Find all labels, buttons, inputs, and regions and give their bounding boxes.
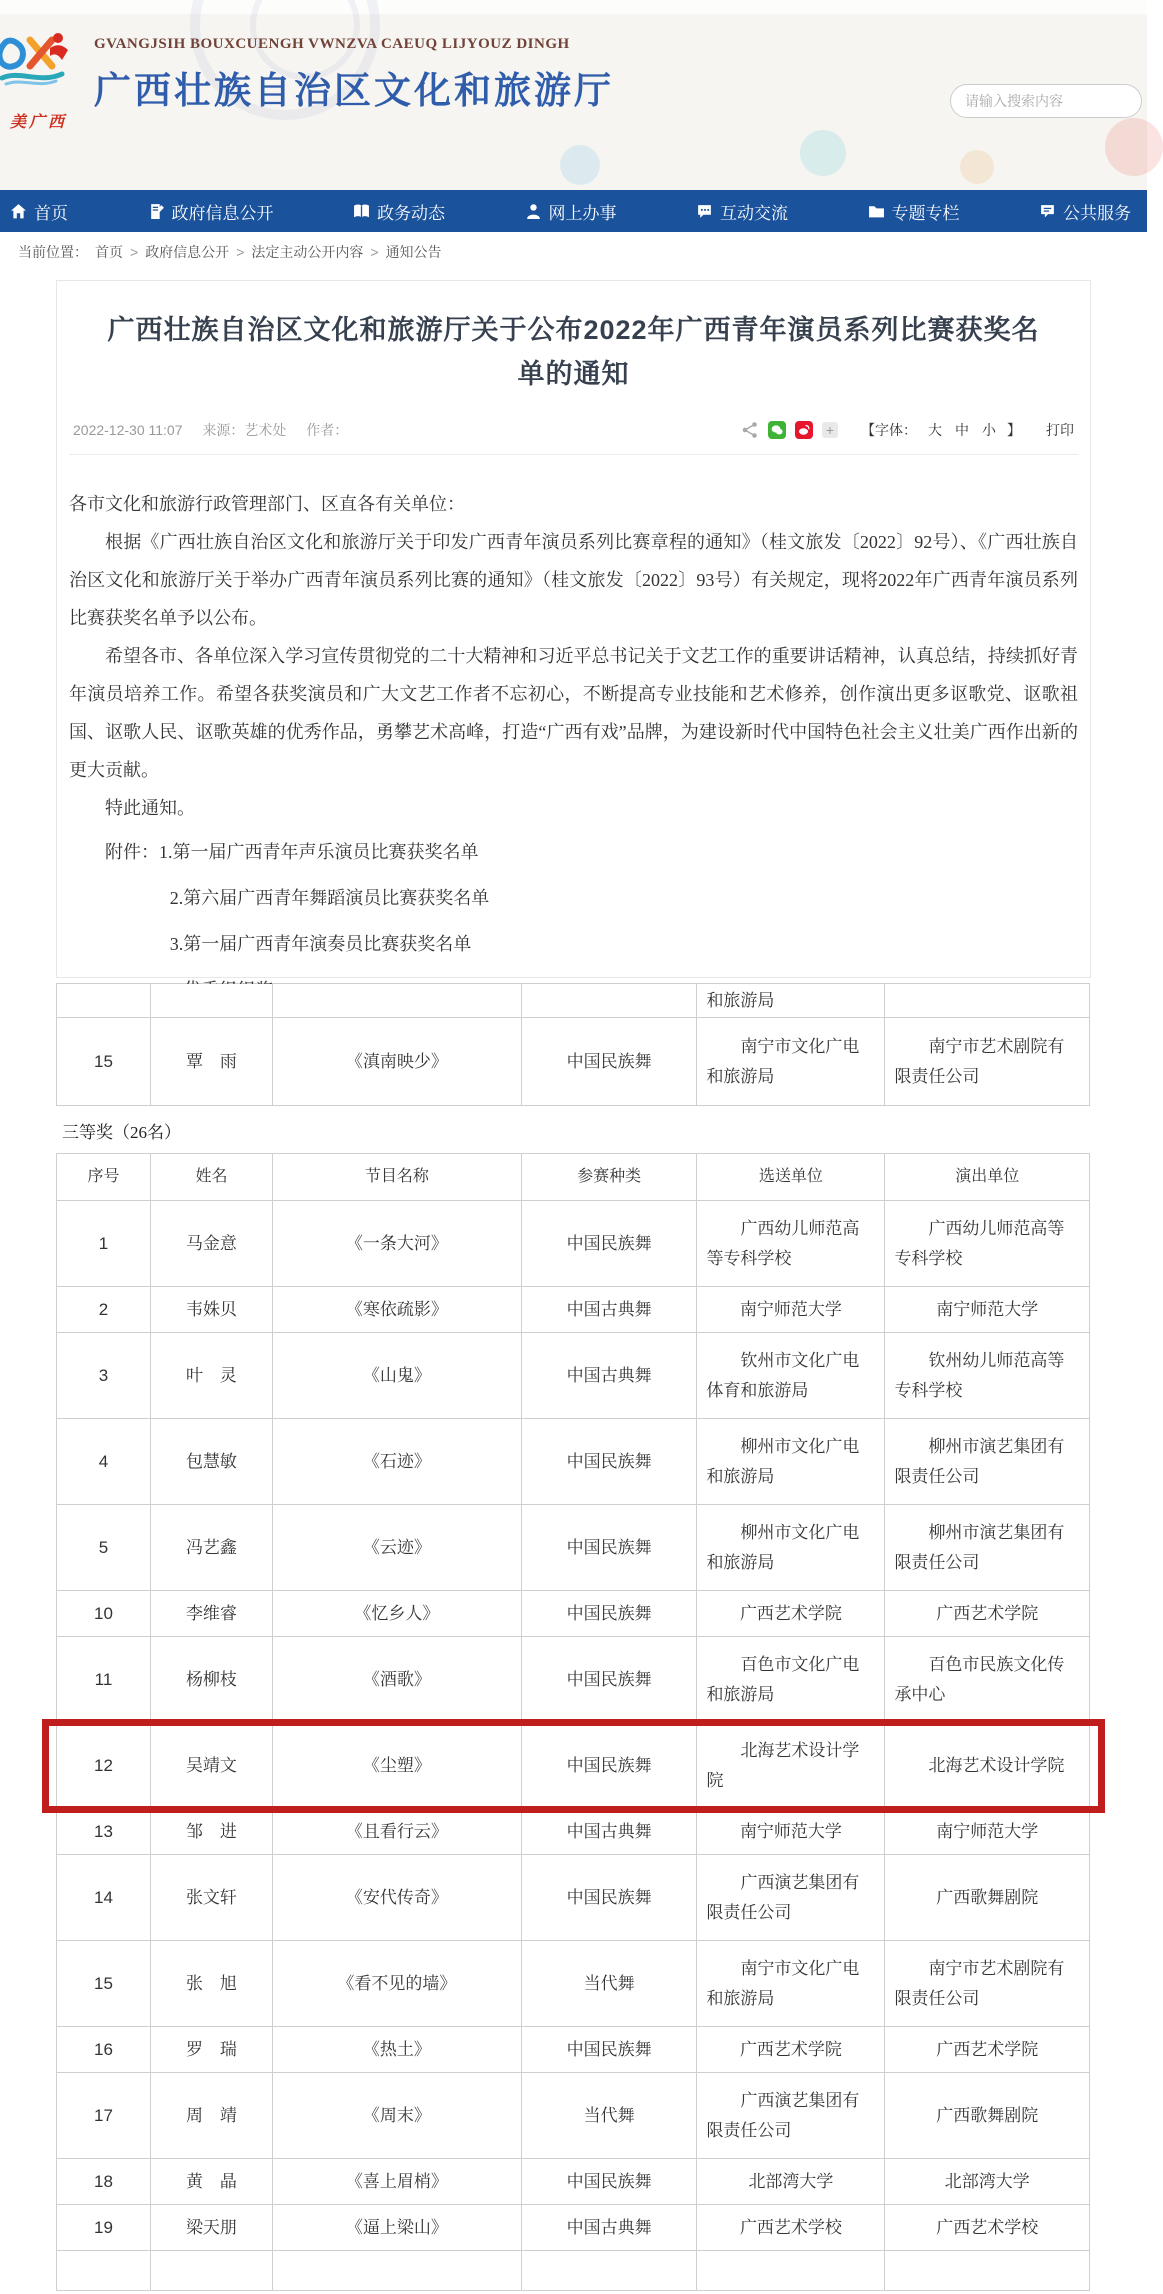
table-cell: 《看不见的墙》 [273,1941,522,2027]
table-cell: 《喜上眉梢》 [273,2159,522,2205]
table-row [57,1505,1090,1591]
table-cell: 韦姝贝 [151,1287,273,1333]
partial-table-row [57,2251,1090,2291]
source-label: 来源：艺术处 [202,422,287,439]
table-cell: 杨柳枝 [151,1637,273,1723]
table-cell: 黄 晶 [151,2159,273,2205]
nav-item-special-topics[interactable]: 专题专栏 [868,199,960,224]
folk-deco-red [1105,118,1163,176]
article-paragraph: 希望各市、各单位深入学习宣传贯彻党的二十大精神和习近平总书记关于文艺工作的重要讲话精神，认真总结，持续抓好青年演员培养工作。希望各获奖演员和广大文艺工作者不忘初心，不断提高专业技能和艺术修养，创作演出更多讴歌党、讴歌祖国、讴歌人民、讴歌英雄的优秀作品，勇攀艺术高峰，打造“广西有戏”品牌，为建设新时代中国特色社会主义壮美广西作出新的更大贡献。 [69,646,1078,781]
table-cell: 马金意 [151,1201,273,1287]
table-cell: 柳州市演艺集团有限责任公司 [885,1505,1090,1591]
font-size-open: 【字体： [861,422,917,439]
table-row [57,1809,1090,1855]
table-cell: 南宁师范大学 [697,1809,885,1855]
table-cell [151,984,273,1018]
table-cell: 广西演艺集团有限责任公司 [697,2073,885,2159]
nav-item-gov-info[interactable]: 政府信息公开 [148,199,274,224]
table-cell: 《周末》 [273,2073,522,2159]
table-cell: 吴靖文 [151,1723,273,1809]
nav-item-gov-news[interactable]: 政务动态 [353,199,445,224]
folk-deco-teal [800,130,846,176]
table-cell: 《一条大河》 [273,1201,522,1287]
book-icon [353,203,370,220]
table-cell: 广西艺术学院 [697,2027,885,2073]
table-cell: 北部湾大学 [885,2159,1090,2205]
font-size-medium[interactable]: 中 [955,422,969,439]
table-cell: 中国民族舞 [522,1723,698,1809]
table-cell: 南宁市文化广电和旅游局 [697,1018,885,1106]
site-titles [94,36,614,114]
table-cell: 16 [57,2027,151,2073]
header-cell: 演出单位 [885,1154,1090,1201]
table-cell [57,2251,151,2291]
breadcrumb-item[interactable]: 通知公告 [385,244,442,260]
font-size-large[interactable]: 大 [928,422,942,439]
table-row [57,1855,1090,1941]
share-icon[interactable] [741,421,759,439]
table-cell [697,2251,885,2291]
table-cell: 广西幼儿师范高等专科学校 [697,1201,885,1287]
table-cell: 13 [57,1809,151,1855]
table-cell: 中国古典舞 [522,2205,698,2251]
table-row [57,1419,1090,1505]
nav-item-public-service[interactable]: 公共服务 [1039,199,1131,224]
table-cell: 冯艺鑫 [151,1505,273,1591]
table-row [57,2159,1090,2205]
table-header-row [57,1154,1090,1201]
table-cell: 广西演艺集团有限责任公司 [697,1855,885,1941]
table-cell: 中国民族舞 [522,1855,698,1941]
third-prize-table [56,1153,1090,2291]
article-paragraph: 各市文化和旅游行政管理部门、区直各有关单位： [69,494,465,515]
breadcrumb-item[interactable]: 首页 [95,244,123,260]
table-cell: 《热土》 [273,2027,522,2073]
search-input[interactable] [950,84,1142,118]
table-cell: 12 [57,1723,151,1809]
author-label: 作者： [306,422,349,439]
table-cell: 中国古典舞 [522,1287,698,1333]
table-cell: 南宁师范大学 [885,1809,1090,1855]
table-cell: 和旅游局 [697,984,885,1018]
breadcrumb-item[interactable]: 政府信息公开 [145,244,230,260]
font-size-close: 】 [1007,422,1021,439]
article-paragraph: 特此通知。 [105,798,195,819]
table-cell: 张文轩 [151,1855,273,1941]
nav-item-home[interactable]: 首页 [10,199,68,224]
table-cell: 3 [57,1333,151,1419]
table-row [57,1333,1090,1419]
table-cell: 《忆乡人》 [273,1591,522,1637]
site-name: 广西壮族自治区文化和旅游厅 [94,71,614,112]
table-row [57,1287,1090,1333]
attachment-item: 3.第一届广西青年演奏员比赛获奖名单 [169,934,472,955]
group-label: 三等奖（26名） [62,1123,181,1142]
table-cell: 中国民族舞 [522,1591,698,1637]
table-cell: 19 [57,2205,151,2251]
table-cell [885,2251,1090,2291]
header-cell: 选送单位 [697,1154,885,1201]
nav-item-interaction[interactable]: 互动交流 [696,199,788,224]
table-row [57,2027,1090,2073]
table-cell: 4 [57,1419,151,1505]
nav-bar [0,190,1147,232]
table-cell: 广西歌舞剧院 [885,1855,1090,1941]
table-cell: 中国民族舞 [522,1505,698,1591]
page-title: 广西壮族自治区文化和旅游厅关于公布2022年广西青年演员系列比赛获奖名单的通知 [107,315,1040,389]
table-row [57,1201,1090,1287]
table-row [57,2073,1090,2159]
table-cell: 北海艺术设计学院 [885,1723,1090,1809]
table-cell [273,2251,522,2291]
table-cell: 百色市文化广电和旅游局 [697,1637,885,1723]
highlighted-table-row [57,1723,1090,1809]
article-meta [69,420,1078,455]
attachment-lead: 附件：1.第一届广西青年声乐演员比赛获奖名单 [105,842,479,863]
table-cell: 中国民族舞 [522,2159,698,2205]
table-cell: 北海艺术设计学院 [697,1723,885,1809]
table-cell: 北部湾大学 [697,2159,885,2205]
breadcrumb-separator: > [236,244,245,260]
table-cell: 南宁师范大学 [697,1287,885,1333]
table-cell: 中国民族舞 [522,1637,698,1723]
table-cell: 10 [57,1591,151,1637]
table-cell: 李维睿 [151,1591,273,1637]
table-cell: 柳州市文化广电和旅游局 [697,1505,885,1591]
table-cell: 周 靖 [151,2073,273,2159]
article-body [69,485,1078,1009]
zhuang-site-name: GVANGJSIH BOUXCUENGH VWNZVA CAEUQ LIJYOUZ DINGH [94,36,570,52]
table-cell: 钦州市文化广电体育和旅游局 [697,1333,885,1419]
header-cell: 节目名称 [273,1154,522,1201]
table-cell: 18 [57,2159,151,2205]
table-cell: 17 [57,2073,151,2159]
logo-art [0,26,86,104]
folk-deco-blue [560,145,600,185]
table-row [57,1637,1090,1723]
table-cell: 《山鬼》 [273,1333,522,1419]
article [56,280,1091,978]
more-share-icon[interactable]: + [822,422,838,438]
table-cell: 钦州幼儿师范高等专科学校 [885,1333,1090,1419]
header-cell: 姓名 [151,1154,273,1201]
table-cell: 广西艺术学院 [697,1591,885,1637]
table-cell: 梁天朋 [151,2205,273,2251]
table-cell: 《安代传奇》 [273,1855,522,1941]
table-cell [522,2251,698,2291]
breadcrumb-item[interactable]: 法定主动公开内容 [251,244,364,260]
table-row [57,1591,1090,1637]
partial-table-row [57,984,1090,1018]
weibo-icon[interactable] [795,421,813,439]
logo-slogan: 美广西 [10,114,68,131]
speech-bubble-icon [696,203,713,220]
second-prize-table-tail [56,983,1090,1106]
table-cell: 南宁市文化广电和旅游局 [697,1941,885,2027]
chat-icon [1039,203,1056,220]
table-cell [522,984,698,1018]
table-cell: 中国民族舞 [522,1419,698,1505]
wechat-icon[interactable] [768,421,786,439]
table-cell: 广西艺术学校 [697,2205,885,2251]
table-cell: 《酒歌》 [273,1637,522,1723]
header-cell: 序号 [57,1154,151,1201]
table-cell: 广西艺术学院 [885,1591,1090,1637]
table-cell: 当代舞 [522,1941,698,2027]
table-cell: 1 [57,1201,151,1287]
table-cell: 中国民族舞 [522,1201,698,1287]
table-cell: 南宁市艺术剧院有限责任公司 [885,1018,1090,1106]
table-cell: 南宁市艺术剧院有限责任公司 [885,1941,1090,2027]
table-row [57,1941,1090,2027]
breadcrumb-separator: > [370,244,379,260]
table-cell: 包慧敏 [151,1419,273,1505]
breadcrumb-prefix: 当前位置： [18,244,88,260]
site-logo [0,26,92,146]
site-banner [0,0,1147,190]
header-cell: 参赛种类 [522,1154,698,1201]
font-size-small[interactable]: 小 [982,422,996,439]
home-icon [10,203,27,220]
meta-right [741,420,1074,440]
table-row [57,1018,1090,1106]
table-cell: 广西艺术学校 [885,2205,1090,2251]
table-cell: 广西幼儿师范高等专科学校 [885,1201,1090,1287]
table-cell: 《云迹》 [273,1505,522,1591]
table-cell [57,984,151,1018]
table-cell: 广西歌舞剧院 [885,2073,1090,2159]
table-cell: 中国民族舞 [522,1018,698,1106]
attachment-item: 2.第六届广西青年舞蹈演员比赛获奖名单 [169,888,490,909]
article-paragraph: 根据《广西壮族自治区文化和旅游厅关于印发广西青年演员系列比赛章程的通知》（桂文旅发〔2022〕92号）、《广西壮族自治区文化和旅游厅关于举办广西青年演员系列比赛的通知》（桂文旅发〔2022〕93号）有关规定，现将2022年广西青年演员系列比赛获奖名单予以公布。 [69,532,1078,629]
table-cell: 广西艺术学院 [885,2027,1090,2073]
table-cell: 《寒依疏影》 [273,1287,522,1333]
table-cell [885,984,1090,1018]
table-row [57,2205,1090,2251]
table-cell: 14 [57,1855,151,1941]
table-cell: 当代舞 [522,2073,698,2159]
table-cell: 15 [57,1018,151,1106]
breadcrumb [0,232,1147,272]
table-cell: 叶 灵 [151,1333,273,1419]
table-cell: 中国民族舞 [522,2027,698,2073]
table-cell: 张 旭 [151,1941,273,2027]
print-button[interactable]: 打印 [1046,422,1074,439]
folk-deco-orange [960,150,994,184]
table-cell: 柳州市文化广电和旅游局 [697,1419,885,1505]
table-cell: 《且看行云》 [273,1809,522,1855]
document-pen-icon [148,203,165,220]
table-cell: 覃 雨 [151,1018,273,1106]
table-cell [151,2251,273,2291]
publish-datetime: 2022-12-30 11:07 [73,422,183,439]
person-icon [525,203,542,220]
award-table-section [56,983,1090,2291]
table-cell [273,984,522,1018]
table-cell: 罗 瑞 [151,2027,273,2073]
table-cell: 《逼上梁山》 [273,2205,522,2251]
table-cell: 柳州市演艺集团有限责任公司 [885,1419,1090,1505]
table-cell: 中国古典舞 [522,1333,698,1419]
table-cell: 15 [57,1941,151,2027]
folder-icon [868,203,885,220]
table-cell: 南宁师范大学 [885,1287,1090,1333]
table-cell: 《石迹》 [273,1419,522,1505]
table-cell: 百色市民族文化传承中心 [885,1637,1090,1723]
table-cell: 邹 进 [151,1809,273,1855]
meta-left [73,420,364,440]
table-cell: 5 [57,1505,151,1591]
table-cell: 中国古典舞 [522,1809,698,1855]
table-cell: 《滇南映少》 [273,1018,522,1106]
breadcrumb-separator: > [130,244,139,260]
table-cell: 11 [57,1637,151,1723]
table-cell: 2 [57,1287,151,1333]
table-cell: 《尘塑》 [273,1723,522,1809]
nav-item-online-service[interactable]: 网上办事 [525,199,617,224]
